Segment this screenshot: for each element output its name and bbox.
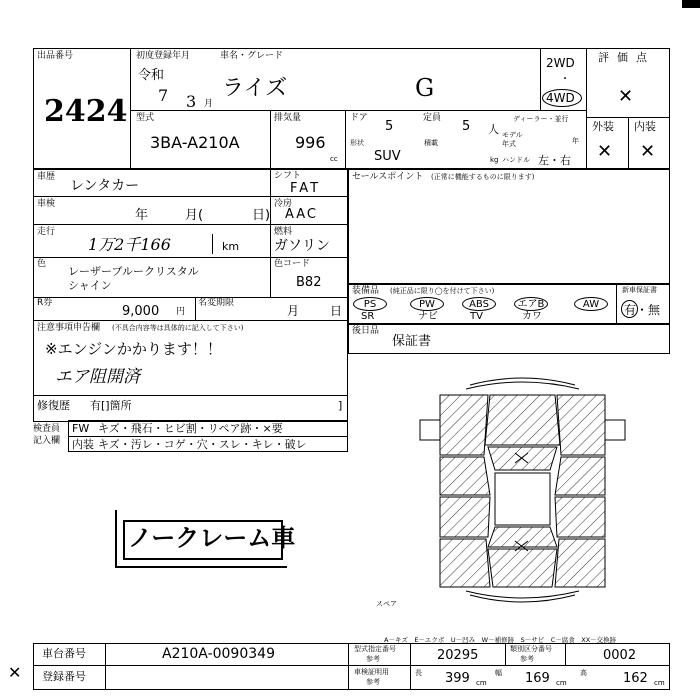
mileage-label: 走行 bbox=[37, 227, 56, 237]
shift-value: FAT bbox=[290, 181, 322, 196]
exterior-mark: ✕ bbox=[597, 141, 613, 162]
car-diagram bbox=[400, 365, 645, 613]
spare-label: スペア bbox=[376, 600, 397, 608]
notes-line1: ※エンジンかかります！！ bbox=[45, 340, 222, 358]
bottom-table bbox=[33, 643, 670, 690]
inspection-month: 月( bbox=[185, 208, 204, 223]
capacity-value: 5 bbox=[462, 119, 471, 134]
notes-label: 注意事項申告欄 bbox=[37, 323, 101, 333]
equipment-1-bottom: SR bbox=[361, 311, 375, 322]
car-name: ライズ bbox=[222, 76, 288, 101]
color-line1: レーザーブルークリスタル bbox=[68, 265, 199, 278]
recycle-value: 9,000 bbox=[122, 304, 160, 319]
repair-value: 有[]箇所 bbox=[90, 399, 132, 412]
model-year-label2: 年式 bbox=[502, 140, 516, 148]
chassis-value: A210A-0090349 bbox=[162, 646, 275, 662]
exterior-label: 外装 bbox=[592, 120, 614, 133]
type-number-value: 20295 bbox=[437, 648, 479, 663]
lot-number: 2424 bbox=[44, 94, 128, 129]
inspector-label1: 検査員 bbox=[33, 424, 61, 434]
type-number-label2: 参考 bbox=[366, 655, 380, 663]
ac-value: AAC bbox=[285, 207, 318, 222]
color-code-label: 色コード bbox=[274, 259, 311, 269]
recycle-label: R券 bbox=[37, 298, 53, 308]
height-unit: cm bbox=[654, 679, 665, 687]
class-number-label2: 参考 bbox=[520, 655, 534, 663]
evaluation-mark: ✕ bbox=[618, 86, 634, 107]
height-value: 162 bbox=[623, 671, 648, 686]
corner-mark bbox=[682, 0, 700, 8]
equipment-2-bottom: ナビ bbox=[418, 311, 438, 322]
width-value: 169 bbox=[525, 671, 550, 686]
class-number-label1: 類別区分番号 bbox=[510, 645, 552, 653]
lot-label: 出品番号 bbox=[37, 51, 74, 61]
ac-label: 冷房 bbox=[274, 199, 293, 209]
drive-dot: ・ bbox=[560, 74, 570, 85]
inspection-year: 年 bbox=[135, 208, 149, 223]
inspector-row2-head: 内装 bbox=[72, 438, 94, 451]
equipment-label: 装備品 bbox=[352, 286, 380, 296]
registration-label: 初度登録年月 bbox=[136, 51, 191, 61]
load-unit: kg bbox=[490, 156, 499, 164]
registration-month-unit: 月 bbox=[204, 99, 214, 109]
aftermarket-label: 後日品 bbox=[352, 326, 380, 336]
type-number-label1: 型式指定番号 bbox=[354, 645, 396, 653]
registration-era: 令和 bbox=[138, 68, 165, 83]
capacity-label: 定員 bbox=[423, 113, 442, 123]
drive-2wd: 2WD bbox=[546, 56, 575, 70]
mileage-value: 1万2千166 bbox=[88, 235, 171, 254]
width-unit: cm bbox=[556, 679, 567, 687]
history-value: レンタカー bbox=[70, 178, 140, 194]
class-number-value: 0002 bbox=[603, 648, 637, 663]
equipment-4-circle: エアB bbox=[514, 297, 548, 311]
doors-label: ドア bbox=[350, 113, 368, 123]
steering-value: 左・右 bbox=[538, 154, 571, 167]
sales-point-label: セールスポイント bbox=[352, 172, 424, 182]
aftermarket-value: 保証書 bbox=[392, 334, 432, 349]
height-label: 高 bbox=[580, 669, 587, 677]
color-line2: シャイン bbox=[68, 279, 112, 292]
interior-label: 内装 bbox=[634, 120, 656, 133]
steering-label: ハンドル bbox=[502, 156, 530, 164]
dimensions-label2: 参考 bbox=[366, 678, 380, 686]
equipment-3-bottom: TV bbox=[470, 311, 483, 322]
inspector-row2: キズ・汚レ・コゲ・穴・スレ・キレ・破レ bbox=[98, 438, 307, 451]
mileage-unit: km bbox=[222, 240, 240, 253]
shift-label: シフト bbox=[274, 171, 302, 181]
registration-month: 3 bbox=[186, 92, 197, 111]
fuel-value: ガソリン bbox=[274, 238, 330, 254]
notes-sub: (不具合内容等は具体的に記入して下さい) bbox=[112, 324, 244, 332]
model-label: 型式 bbox=[136, 113, 155, 123]
model-year-unit: 年 bbox=[572, 137, 579, 145]
equipment-2-circle: PW bbox=[410, 297, 444, 311]
inspection-label: 車検 bbox=[37, 199, 56, 209]
model-value: 3BA-A210A bbox=[150, 133, 240, 152]
dealer-label: ディーラー・並行 bbox=[513, 115, 569, 123]
doors-value: 5 bbox=[385, 119, 394, 134]
color-code: B82 bbox=[296, 275, 322, 290]
equipment-1-circle: PS bbox=[353, 297, 387, 311]
equipment-4-bottom: カワ bbox=[522, 311, 542, 322]
length-label: 長 bbox=[415, 669, 422, 677]
chassis-label: 車台番号 bbox=[42, 647, 86, 660]
name-change-label: 名変期限 bbox=[198, 298, 235, 308]
body-type-value: SUV bbox=[374, 149, 401, 164]
recycle-unit: 円 bbox=[176, 307, 186, 317]
inspector-label2: 記入欄 bbox=[33, 436, 61, 446]
displacement-unit: cc bbox=[330, 155, 338, 163]
evaluation-label: 評価点 bbox=[598, 51, 655, 64]
damage-legend: A－キズ E－エクボ U－凹み W－補修跡 S－サビ C－腐食 XX－交換跡 bbox=[384, 636, 617, 644]
inspector-row1-head: FW bbox=[72, 422, 90, 435]
notes-line2: エア阻開済 bbox=[55, 367, 140, 387]
warranty-circle bbox=[621, 300, 638, 318]
car-name-label: 車名・グレード bbox=[220, 51, 284, 61]
inspector-row1: キズ・飛石・ヒビ割・リペア跡・×要 bbox=[98, 422, 283, 435]
length-unit: cm bbox=[476, 679, 487, 687]
history-label: 車歴 bbox=[37, 172, 56, 182]
color-label: 色 bbox=[37, 259, 47, 269]
equipment-3-circle: ABS bbox=[462, 297, 496, 311]
interior-mark: ✕ bbox=[640, 141, 656, 162]
name-change-day: 日 bbox=[330, 304, 343, 318]
model-year-label1: モデル bbox=[502, 131, 523, 139]
length-value: 399 bbox=[445, 671, 470, 686]
body-type-label: 形状 bbox=[350, 139, 364, 147]
load-label: 積載 bbox=[424, 139, 438, 147]
dimensions-label1: 車検証明用 bbox=[354, 668, 389, 676]
warranty-value: 有・無 bbox=[624, 303, 661, 317]
width-label: 幅 bbox=[495, 669, 502, 677]
equipment-5-circle: AW bbox=[574, 297, 608, 311]
name-change-month: 月 bbox=[287, 304, 300, 318]
equipment-sub: (純正品に限り◯を付けて下さい) bbox=[390, 287, 495, 295]
plate-label: 登録番号 bbox=[42, 670, 86, 683]
no-claim-text: ノークレーム車 bbox=[128, 524, 296, 552]
registration-year: 7 bbox=[158, 86, 169, 105]
fuel-label: 燃料 bbox=[274, 227, 293, 237]
warranty-label: 新車保証書 bbox=[622, 286, 657, 294]
capacity-unit: 人 bbox=[488, 123, 499, 136]
plate-mark: ✕ bbox=[8, 663, 22, 682]
displacement-label: 排気量 bbox=[274, 113, 302, 123]
repair-label: 修復歴 bbox=[37, 399, 70, 412]
car-grade: G bbox=[415, 74, 435, 102]
displacement-value: 996 bbox=[295, 133, 326, 152]
inspection-day: 日) bbox=[252, 208, 271, 223]
sales-point-sub: (正常に機能するものに限ります) bbox=[431, 173, 535, 181]
repair-bracket: ] bbox=[338, 399, 343, 412]
sales-point-box bbox=[348, 169, 670, 284]
drive-4wd: 4WD bbox=[546, 91, 575, 105]
